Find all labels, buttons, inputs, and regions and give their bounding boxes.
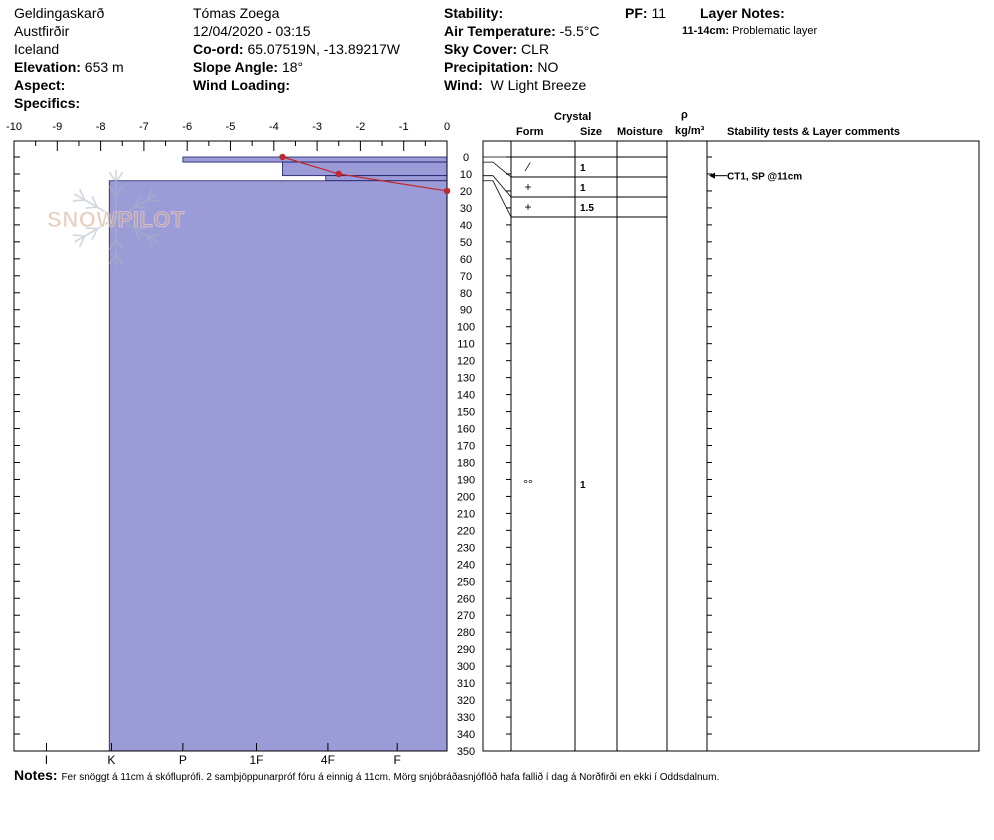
layer-notes-label: Layer Notes:	[700, 5, 785, 21]
elevation-value: 653 m	[84, 59, 124, 75]
notes-label: Notes:	[14, 767, 58, 783]
depth-tick-label: 20	[459, 185, 473, 198]
col-rho: ρ	[681, 109, 688, 121]
temp-tick-label: -10	[6, 121, 22, 133]
slope-label: Slope Angle:	[193, 59, 279, 75]
air-temp-value: -5.5°C	[559, 23, 600, 39]
crystal-form-1: +	[524, 180, 532, 194]
depth-tick-label: 190	[456, 474, 476, 487]
crystal-size-3: 1	[580, 480, 586, 491]
layer-connector-2	[483, 176, 511, 197]
depth-tick-label: 260	[456, 593, 476, 606]
crystal-form-3: °°	[523, 477, 533, 491]
hardness-label: F	[393, 753, 401, 767]
wind-loading-label: Wind Loading:	[193, 77, 291, 93]
depth-tick-label: 180	[456, 457, 476, 470]
col-form: Form	[516, 126, 544, 138]
col-stability-comments: Stability tests & Layer comments	[727, 126, 901, 138]
depth-tick-label: 270	[456, 610, 476, 623]
temperature-axis	[6, 121, 450, 151]
depth-tick-label: 150	[456, 406, 476, 419]
depth-tick-label: 110	[457, 338, 475, 351]
hardness-label: 1F	[249, 753, 264, 767]
depth-tick-label: 300	[456, 661, 476, 674]
precip-label: Precipitation:	[444, 59, 534, 75]
temp-tick-label: -6	[182, 121, 193, 133]
depth-tick-label: 350	[456, 746, 476, 758]
temperature-point	[444, 188, 450, 194]
depth-tick-label: 0	[462, 152, 470, 164]
precip-value: NO	[537, 59, 559, 75]
elevation-label: Elevation:	[14, 59, 81, 75]
crystal-form-0: ⁄	[526, 160, 530, 174]
observer-name: Tómas Zoega	[193, 5, 280, 21]
wind-value: W Light Breeze	[490, 77, 587, 93]
crystal-size-2: 1.5	[580, 203, 594, 214]
depth-tick-label: 160	[456, 423, 476, 436]
depth-tick-label: 220	[456, 525, 476, 538]
depth-tick-label: 60	[459, 253, 473, 266]
temp-tick-label: -2	[355, 121, 366, 133]
hardness-layer-2	[326, 176, 447, 181]
aspect-label: Aspect:	[14, 77, 66, 93]
pf-value: 11	[651, 5, 666, 21]
region-name: Austfirðir	[14, 23, 70, 39]
hardness-label: P	[178, 753, 187, 767]
hardness-label: K	[107, 753, 116, 767]
coord-label: Co-ord:	[193, 41, 244, 57]
temperature-point	[336, 171, 342, 177]
depth-tick-label: 30	[459, 202, 473, 215]
depth-tick-label: 320	[456, 695, 476, 708]
notes-text: Fer snöggt á 11cm á skófluprófi. 2 samþjöppunarpróf fóru á einnig á 11cm. Mörg snjóbráðasnjóflóð hafa fallið í dag á Norðfirði en ekki í Oddsdalnum.	[61, 772, 720, 783]
depth-tick-label: 330	[456, 712, 476, 725]
layer-connector-1	[483, 162, 511, 177]
layer-note-text: Problematic layer	[732, 25, 818, 37]
layer-connector-3	[483, 181, 511, 217]
depth-tick-label: 230	[456, 542, 476, 555]
depth-tick-label: 100	[456, 321, 476, 334]
snowflake-branch-5-1-0	[147, 235, 159, 236]
hardness-layer-3	[109, 181, 447, 751]
coord-value: 65.07519N, -13.89217W	[247, 41, 400, 57]
depth-tick-label: 310	[456, 678, 476, 691]
temp-tick-label: -5	[225, 121, 236, 133]
depth-tick-label: 70	[459, 270, 473, 283]
depth-tick-label: 130	[456, 372, 476, 385]
crystal-size-1: 1	[580, 183, 586, 194]
depth-tick-label: 290	[456, 644, 476, 657]
snowflake-branch-1-1-1	[73, 235, 85, 236]
depth-tick-label: 50	[459, 236, 473, 249]
depth-tick-label: 80	[459, 287, 473, 300]
specifics-label: Specifics:	[14, 95, 81, 111]
observation-datetime: 12/04/2020 - 03:15	[193, 23, 311, 39]
crystal-form-2: +	[524, 200, 532, 214]
snowflake-branch-2-1-0	[73, 200, 85, 201]
depth-tick-label: 40	[459, 219, 473, 232]
temp-tick-label: 0	[443, 121, 451, 133]
temp-tick-label: -3	[312, 121, 322, 133]
slope-value: 18°	[281, 59, 304, 75]
hardness-label: I	[44, 753, 49, 767]
country-name: Iceland	[14, 41, 60, 57]
location-name: Geldingaskarð	[14, 5, 105, 21]
col-density-unit: kg/m³	[675, 125, 705, 137]
layer-note-depth: 11-14cm:	[682, 25, 730, 37]
temp-tick-label: -1	[398, 121, 409, 133]
depth-tick-label: 340	[456, 729, 476, 742]
depth-tick-label: 170	[456, 440, 476, 453]
notes	[14, 767, 719, 784]
temp-tick-label: -4	[268, 121, 279, 133]
hardness-layers	[109, 157, 447, 751]
depth-tick-label: 10	[459, 168, 473, 181]
sky-label: Sky Cover:	[444, 41, 518, 57]
crystal-size-0: 1	[580, 163, 586, 174]
stability-label: Stability:	[444, 5, 504, 21]
temperature-point	[279, 154, 285, 160]
depth-tick-label: 250	[456, 576, 476, 589]
col-crystal: Crystal	[554, 111, 592, 123]
stability-test-label-0: CT1, SP @11cm	[727, 171, 803, 183]
stability-tests	[709, 172, 802, 183]
air-temp-label: Air Temperature:	[444, 23, 556, 39]
temp-tick-label: -7	[139, 121, 149, 133]
depth-tick-label: 90	[459, 304, 473, 317]
depth-tick-label: 210	[456, 508, 476, 521]
depth-tick-label: 120	[456, 355, 476, 368]
col-moisture: Moisture	[617, 126, 663, 138]
depth-tick-label: 140	[456, 389, 476, 402]
col-size: Size	[580, 126, 603, 138]
snowflake-branch-4-1-1	[147, 200, 159, 201]
depth-tick-label: 200	[456, 491, 476, 504]
temp-tick-label: -8	[95, 121, 106, 133]
hardness-label: 4F	[320, 753, 335, 767]
depth-tick-label: 280	[456, 627, 476, 640]
table-frame	[483, 141, 979, 751]
wind-label: Wind:	[444, 77, 483, 93]
pf-label: PF:	[625, 5, 648, 21]
depth-tick-label: 240	[456, 559, 476, 572]
temp-tick-label: -9	[52, 121, 63, 133]
hardness-layer-0	[183, 157, 447, 162]
logo-text: SNOWPILOT	[47, 207, 185, 232]
sky-value: CLR	[521, 41, 550, 57]
